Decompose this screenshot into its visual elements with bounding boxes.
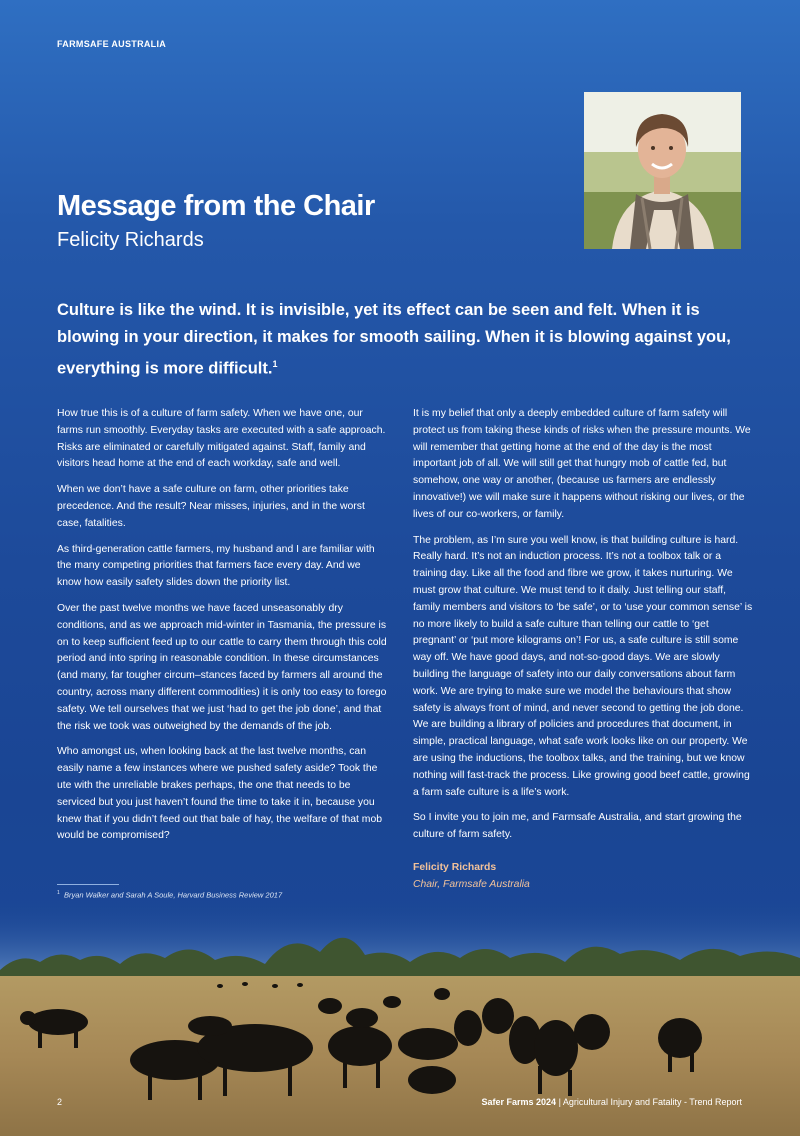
left-column xyxy=(57,406,387,854)
paragraph: So I invite you to join me, and Farmsafe Australia, and start growing the culture of farm safety. xyxy=(413,812,742,841)
signoff-title: Chair, Farmsafe Australia xyxy=(413,878,530,890)
footnote-divider xyxy=(57,884,119,885)
chair-portrait-photo xyxy=(584,92,741,249)
paragraph: As third-generation cattle farmers, my husband and I are familiar with the many competing priorities that farmers face every day. And we know how easily safety slides down the priority list. xyxy=(57,543,375,589)
signoff-name: Felicity Richards xyxy=(413,861,497,873)
paragraph: It is my belief that only a deeply embedded culture of farm safety will protect us from taking these kinds of risks when the pressure mounts. We will remember that getting home at the end of the day is the most important job of all. We will still get that hungry mob of cattle fed, but somehow, one way or another, (because us farmers are endlessly innovative!) we will make sure it happens without risking our lives, or the lives of our co-workers, or family. xyxy=(413,408,751,520)
page-number: 2 xyxy=(57,1097,63,1107)
paragraph: Over the past twelve months we have faced unseasonably dry conditions, and as we approach mid-winter in Tasmania, the pressure is on to keep sufficient feed up to our cattle to carry them through this cold period and into spring in reasonable condition. In these circumstances (and many, far tougher circum–stances faced by farmers all around the country, across many different commodities) it is only too easy to forego safety. We tell ourselves that we just ‘had to get the job done’, and that the risk we took was outweighed by the demands of the job. xyxy=(57,602,387,732)
footnote-text: Bryan Walker and Sarah A Soule, Harvard Business Review 2017 xyxy=(63,890,283,900)
report-title: | Agricultural Injury and Fatality - Trend Report xyxy=(556,1097,742,1107)
paragraph: When we don’t have a safe culture on farm, other priorities take precedence. And the result? Near misses, injuries, and in the worst case, fatalities. xyxy=(57,484,365,529)
right-column xyxy=(413,406,753,894)
signoff xyxy=(413,860,753,894)
brand-label: FARMSAFE AUSTRALIA xyxy=(57,39,167,49)
page-title: Message from the Chair xyxy=(57,190,375,222)
footnote-reference: 1 xyxy=(272,359,278,369)
footer-publication xyxy=(482,1097,742,1107)
paragraph: How true this is of a culture of farm safety. When we have one, our farms run smoothly. Everyday tasks are executed with a safe approach. Risks are eliminated or carefully mitigated against. Staff, family and visitors head home at the end of each workday, safe and well. xyxy=(57,408,386,470)
lead-quote xyxy=(57,297,757,383)
portrait-illustration xyxy=(584,92,741,249)
paragraph: The problem, as I’m sure you well know, is that building culture is hard. Really hard. It’s not an induction process. It’s not a toolbox talk or a training day. Like all the food and fibre we grow, it takes nurturing. We must grow that culture. We must tend to it daily. Just telling our staff, family members and visitors to ‘be safe’, or to ‘use your common sense’ is no more likely to build a safe culture than telling our cattle to ‘get pregnant’ or ‘put more kilograms on’! For us, a safe culture is still some way off. We have good days, and not-so-good days. We are slowly building the language of safety into our daily conversations about farm work. We are trying to make sure we model the behaviours that show safety is always front of mind, and never second to getting the job done. We are building a library of policies and procedures that document, in simple, practical language, what safe work looks like on our property. We are using the inductions, the toolbox talks, and the training, but we know nothing will fast-track the process. Like growing good beef cattle, growing a farm safe culture is a life’s work. xyxy=(413,534,753,798)
footnote-marker: 1 xyxy=(57,890,60,896)
paragraph: Who amongst us, when looking back at the last twelve months, can easily name a few instances where we pushed safety aside? Took the ute with the unreliable brakes perhaps, the one that needs to be serviced but you just haven’t found the time to take it in, because you knew that if you didn’t feed out that bale of hay, the welfare of that mob would be compromised? xyxy=(57,746,383,842)
lead-quote-text: Culture is like the wind. It is invisible, yet its effect can be seen and felt. When it is blowing in your direction, it makes for smooth sailing. When it is blowing against you, everything is more difficult. xyxy=(57,301,731,378)
footnote xyxy=(57,890,282,900)
publication-title: Safer Farms 2024 xyxy=(481,1097,557,1107)
author-name: Felicity Richards xyxy=(57,229,204,251)
